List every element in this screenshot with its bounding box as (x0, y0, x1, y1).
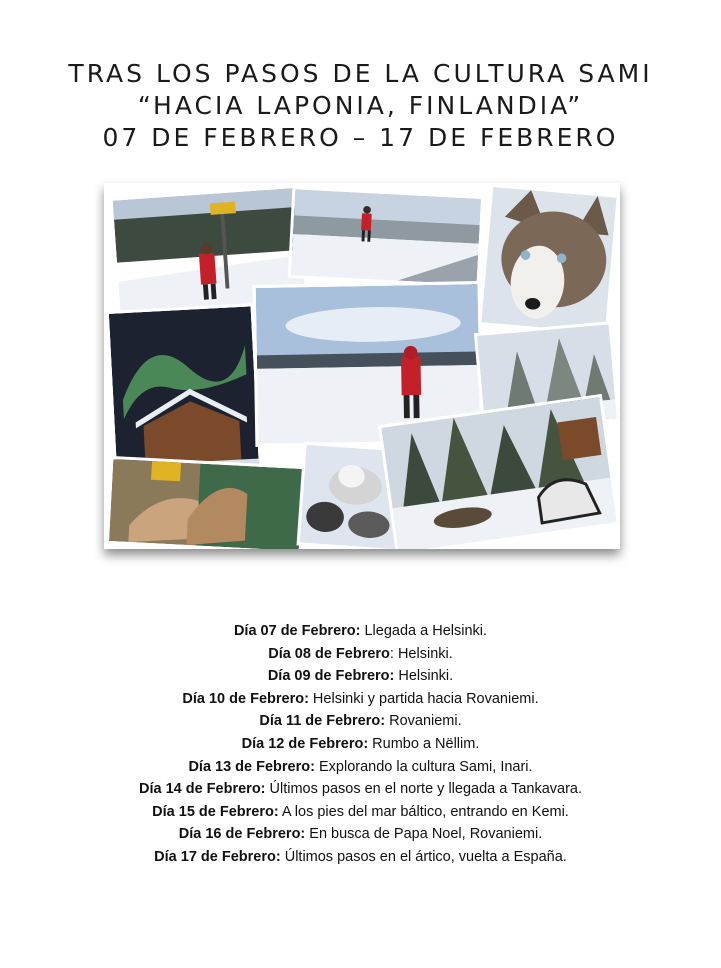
itinerary-day: Día 14 de Febrero: (138, 781, 266, 798)
itinerary-text: Explorando la cultura Sami, Inari. (314, 758, 533, 775)
photo-collage (104, 183, 620, 549)
itinerary-item (0, 733, 721, 756)
itinerary-item (0, 823, 721, 846)
itinerary-item (0, 688, 721, 711)
itinerary-text: Helsinki y partida hacia Rovaniemi. (308, 690, 539, 707)
photo-bridge-jump (288, 186, 485, 288)
itinerary-day: Día 13 de Febrero: (188, 758, 315, 775)
itinerary-item (0, 665, 721, 688)
photo-husky (478, 184, 620, 337)
itinerary-day: Día 15 de Febrero: (152, 803, 279, 820)
itinerary-item (0, 756, 721, 779)
photo-aurora-cabin (106, 303, 263, 481)
itinerary-day: Día 08 de Febrero (268, 645, 390, 662)
photo-sami-boots (106, 456, 306, 549)
itinerary-list (0, 620, 721, 869)
itinerary-text: Helsinki. (394, 668, 454, 685)
title-line-1: TRAS LOS PASOS DE LA CULTURA SAMI (68, 59, 653, 88)
itinerary-day: Día 12 de Febrero: (241, 735, 369, 752)
itinerary-item (0, 778, 721, 801)
itinerary-day: Día 07 de Febrero: (233, 623, 361, 639)
itinerary-text: Últimos pasos en el ártico, vuelta a España. (280, 848, 567, 865)
title-line-2: “HACIA LAPONIA, FINLANDIA” (137, 91, 584, 120)
itinerary-item (0, 643, 721, 666)
itinerary-item (0, 846, 721, 869)
title-line-3: 07 DE FEBRERO – 17 DE FEBRERO (102, 123, 619, 152)
itinerary-text: Rovaniemi. (385, 713, 462, 730)
itinerary-text: Últimos pasos en el norte y llegada a Tankavara. (265, 781, 582, 798)
itinerary-item (0, 620, 721, 643)
itinerary-text: : Helsinki. (389, 645, 453, 662)
itinerary-text: Rumbo a Nëllim. (368, 735, 480, 752)
itinerary-day: Día 16 de Febrero: (178, 826, 306, 843)
itinerary-item (0, 710, 721, 733)
itinerary-text: Llegada a Helsinki. (360, 623, 488, 639)
itinerary-text: En busca de Papa Noel, Rovaniemi. (305, 826, 543, 843)
itinerary-day: Día 17 de Febrero: (154, 848, 281, 865)
itinerary-day: Día 11 de Febrero: (259, 713, 386, 730)
itinerary-day: Día 10 de Febrero: (182, 690, 309, 707)
itinerary-day: Día 09 de Febrero: (267, 668, 395, 685)
page-title (0, 58, 721, 154)
itinerary-item (0, 801, 721, 824)
itinerary-text: A los pies del mar báltico, entrando en Kemi. (278, 803, 569, 820)
